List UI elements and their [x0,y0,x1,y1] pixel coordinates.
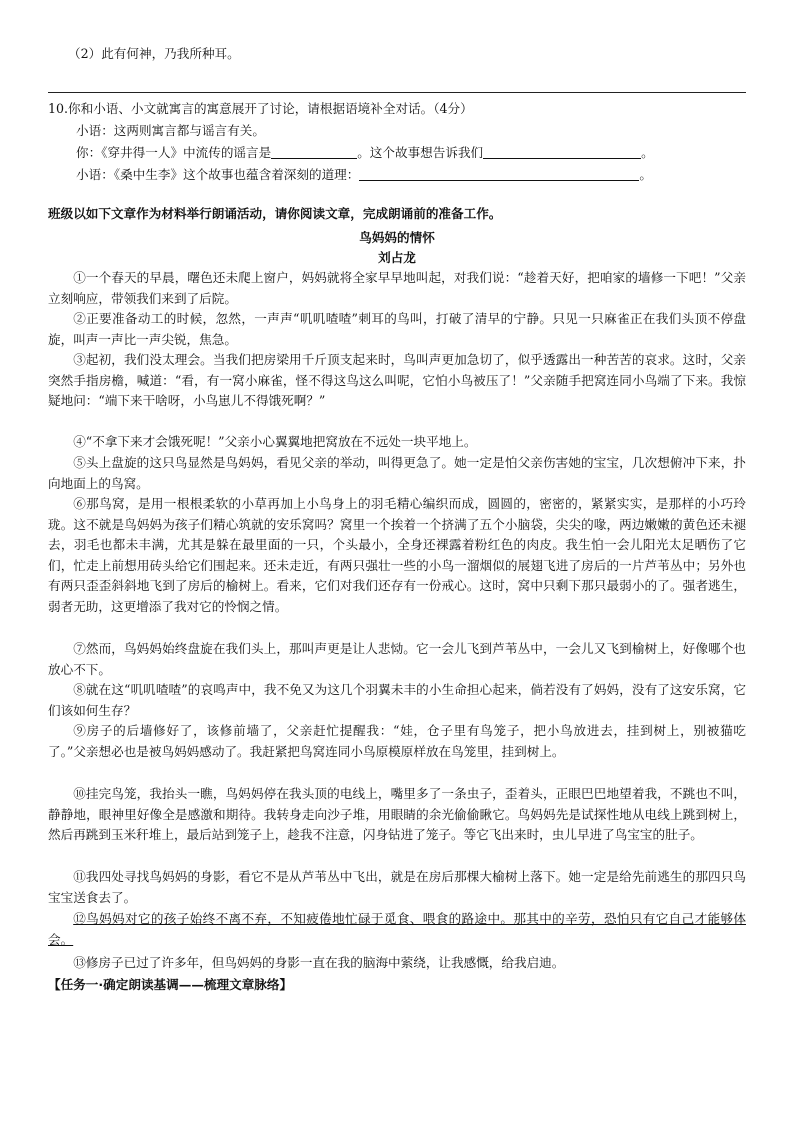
paragraph-7: ⑦然而，鸟妈妈始终盘旋在我们头上，那叫声更是让人悲恸。它一会儿飞到芦苇丛中，一会儿又飞到榆树上，好像哪个也放心不下。 [48,641,746,677]
paragraph-10: ⑩挂完鸟笼，我抬头一瞧，鸟妈妈停在我头顶的电线上，嘴里多了一条虫子，歪着头，正眼巴巴地望着我，不跳也不叫，静静地，眼神里好像全是感激和期待。我转身走向沙子堆，用眼睛的余光偷偷瞅它。鸟妈妈先是试探性地从电线上跳到树上，然后再跳到玉米秆堆上，最后站到笼子上，趁我不注意，闪身钻进了笼子。等它飞出来时，虫儿早进了鸟宝宝的肚子。 [48,786,746,843]
q10-dialog-line2: 你：《穿井得一人》中流传的谣言是 。这个故事想告诉我们 。 [76,145,654,160]
activity-intro: 班级以如下文章作为材料举行朗诵活动，请你阅读文章，完成朗诵前的准备工作。 [48,206,502,221]
paragraph-11: ⑪我四处寻找鸟妈妈的身影，看它不是从芦苇丛中飞出，就是在房后那棵大榆树上落下。她一定是给先前逃生的那四只鸟宝宝送食去了。 [48,869,746,905]
answer-blank-rumor[interactable] [271,144,357,159]
paragraph-9: ⑨房子的后墙修好了，该修前墙了，父亲赶忙提醒我：“娃，仓子里有鸟笼子，把小鸟放进去，挂到树上，别被猫吃了。”父亲想必也是被鸟妈妈感动了。我赶紧把鸟窝连同小鸟原模原样放在鸟笼里，挂到树上。 [48,723,746,759]
answer-blank-moral[interactable] [359,166,639,181]
q10-dialog-line3: 小语：《桑中生李》这个故事也蕴含着深刻的道理： 。 [76,167,652,182]
paragraph-12-underlined: ⑫鸟妈妈对它的孩子始终不离不弃，不知疲倦地忙碌于觅食、喂食的路途中。那其中的辛劳，恐怕只有它自己才能够体会。 [48,911,746,947]
q10-stem: 10.你和小语、小文就寓言的寓意展开了讨论，请根据语境补全对话。（4分） [48,101,473,116]
q10-dialog-line1: 小语：这两则寓言都与谣言有关。 [76,123,265,138]
article-author: 刘占龙 [378,250,416,265]
answer-blank-lesson[interactable] [483,144,641,159]
paragraph-1: ①一个春天的早晨，曙色还未爬上窗户，妈妈就将全家早早地叫起，对我们说：“趁着天好，把咱家的墙修一下吧！”父亲立刻响应，带领我们来到了后院。 [48,270,746,306]
paragraph-6: ⑥那鸟窝，是用一根根柔软的小草再加上小鸟身上的羽毛精心编织而成，圆圆的，密密的，紧紧实实，是那样的小巧玲珑。这不就是鸟妈妈为孩子们精心筑就的安乐窝吗？窝里一个挨着一个挤满了五个小脑袋，尖尖的喙，两边嫩嫩的黄色还未褪去，羽毛也都未丰满，尤其是躲在最里面的一只，个头最小，全身还裸露着粉红色的肉皮。我生怕一会儿阳光太足晒伤了它们，忙走上前想用砖头给它们围起来。还未走近，有两只强壮一些的小鸟一溜烟似的展翅飞进了房后的一片芦苇丛中；另外也有两只歪歪斜斜地飞到了房后的榆树上。看来，它们对我们还存有一份戒心。这时，窝中只剩下那只最弱小的了。强者逃生，弱者无助，这更增添了我对它的怜悯之情。 [48,496,746,614]
task-one-heading: 【任务一·确定朗读基调——梳理文章脉络】 [48,977,293,992]
paragraph-5: ⑤头上盘旋的这只鸟显然是鸟妈妈，看见父亲的举动，叫得更急了。她一定是怕父亲伤害她的宝宝，几次想俯冲下来，扑向地面上的鸟窝。 [48,455,746,491]
paragraph-8: ⑧就在这“叽叽喳喳”的哀鸣声中，我不免又为这几个羽翼未丰的小生命担心起来，倘若没有了妈妈，没有了这安乐窝，它们该如何生存？ [48,682,746,718]
paragraph-4: ④“不拿下来才会饿死呢！”父亲小心翼翼地把窝放在不远处一块平地上。 [73,434,477,449]
section-divider [48,92,746,93]
paragraph-13: ⑬修房子已过了许多年，但鸟妈妈的身影一直在我的脑海中萦绕，让我感慨，给我启迪。 [73,955,565,970]
paragraph-2: ②正要准备动工的时候，忽然，一声声“叽叽喳喳”刺耳的鸟叫，打破了清早的宁静。只见一只麻雀正在我们头顶不停盘旋，叫声一声比一声尖锐，焦急。 [48,311,746,347]
q9-item-2: （2）此有何神，乃我所种耳。 [68,46,240,61]
article-title: 鸟妈妈的情怀 [359,230,435,245]
paragraph-3: ③起初，我们没太理会。当我们把房梁用千斤顶支起来时，鸟叫声更加急切了，似乎透露出一种苦苦的哀求。这时，父亲突然手指房檐，喊道：“看，有一窝小麻雀，怪不得这鸟这么叫呢，它怕小鸟被压了！”父亲随手把窝连同小鸟端了下来。我惊疑地问：“端下来干啥呀，小鸟崽儿不得饿死啊？” [48,352,746,409]
